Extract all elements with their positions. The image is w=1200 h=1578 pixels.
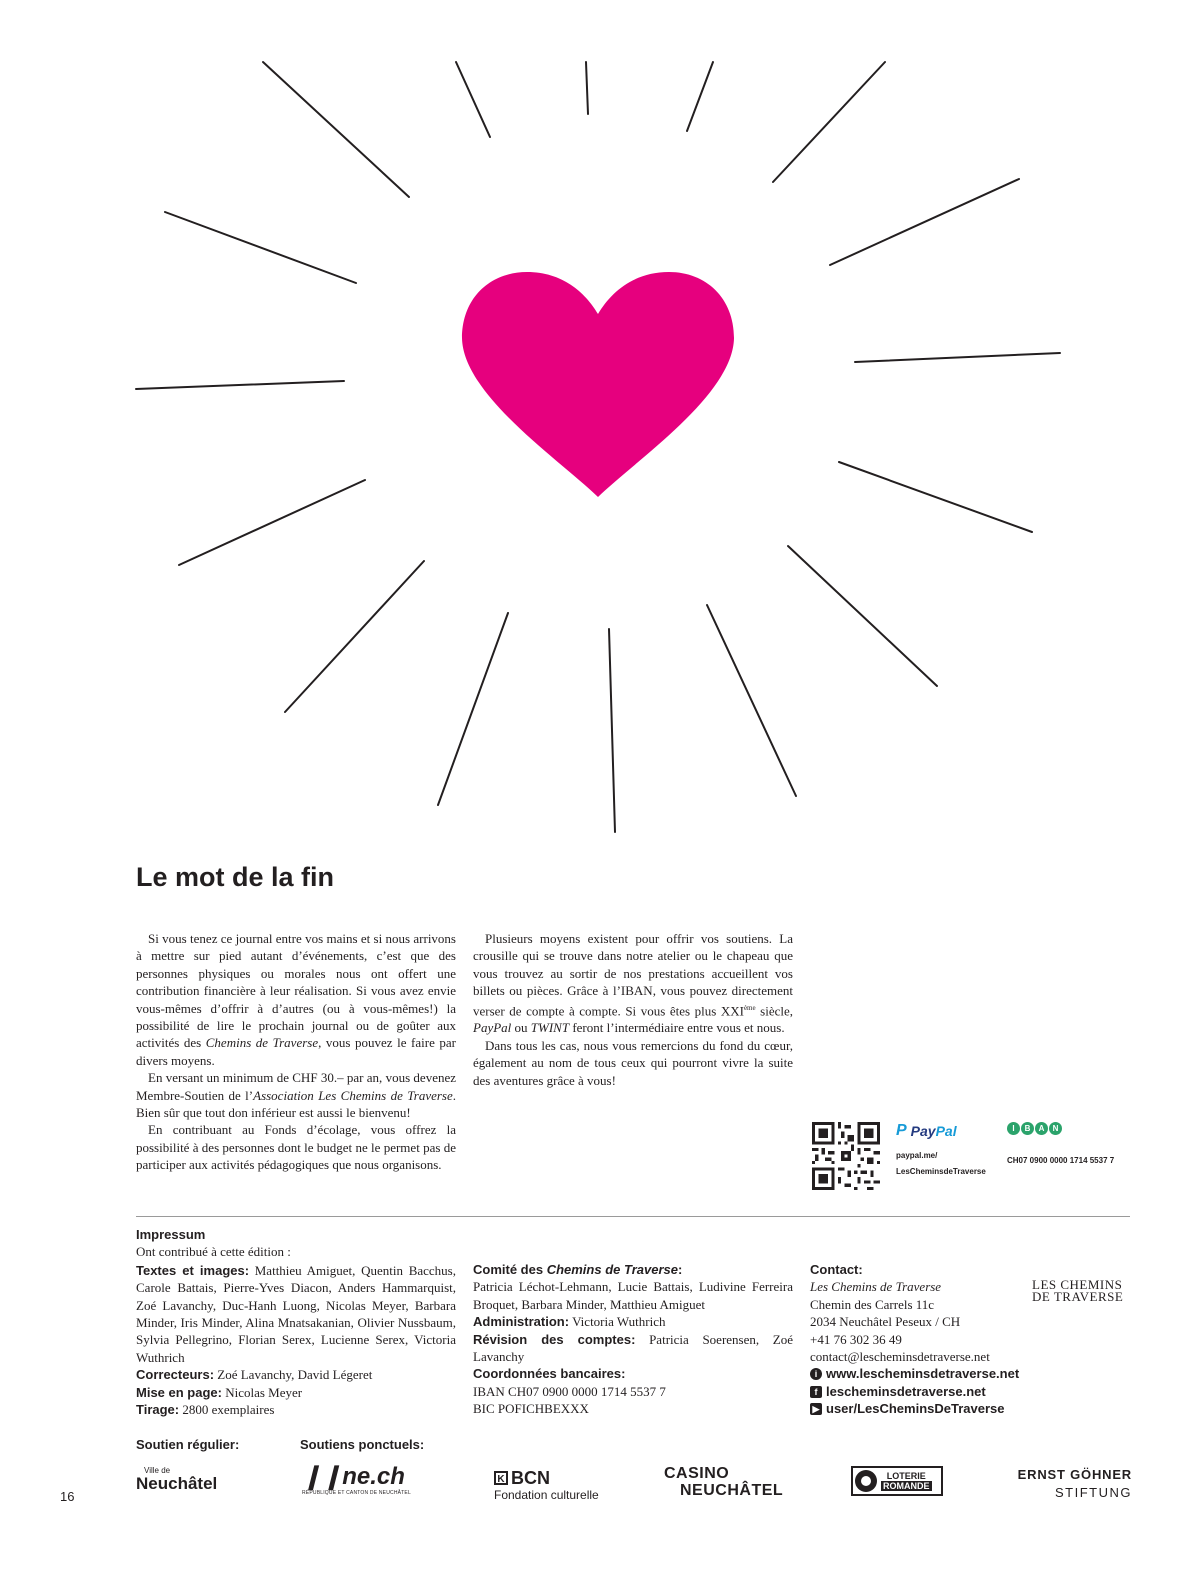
body-column-left [136, 930, 456, 1174]
bank-heading: Coordonnées bancaires: [473, 1366, 626, 1382]
committee [473, 1261, 793, 1418]
body-column-right [473, 930, 793, 1089]
credits-layout: Mise en page: Nicolas Meyer [136, 1384, 303, 1400]
committee-heading: Comité des Chemins de Traverse: [473, 1262, 683, 1277]
bcn-mark-icon: K [494, 1471, 508, 1485]
paragraph: Dans tous les cas, nous vous remercions du fond du cœur, également au nom de tous ceux qui pourront vivre la suite des aventures grâce à vous! [473, 1037, 793, 1088]
heart-icon [462, 272, 734, 497]
paragraph: Plusieurs moyens existent pour offrir vos soutiens. La crousille qui se trouve dans notre atelier ou le chapeau que vous trouvez au sortir de nos prestations accueillent vos billets ou pièces. Grâce à l’IBAN, vous pouvez directement verser de compte à compte. Si vous êtes plus XXIème siècle, PayPal ou TWINT feront l’intermédiaire entre vous et nous. [473, 931, 794, 1036]
ernst-gohner-logo: ERNST GÖHNER STIFTUNG [1017, 1467, 1132, 1500]
ray [438, 613, 508, 805]
paragraph: En versant un minimum de CHF 30.– par an, vous devenez Membre-Soutien de l’Association Les Chemins de Traverse. Bien sûr que tout don inférieur est aussi le bienvenu! [136, 1070, 456, 1121]
paragraph: Si vous tenez ce journal entre vos mains et si nous arrivons à mettre sur pied autant d’événements, c’est que des personnes physiques ou morales nous ont offert une contribution financière à leur réalisation. Si vous avez envie vous-mêmes d’offrir à d’autres (ou à vous-mêmes!) la possibilité de lire le prochain journal ou de goûter aux activités des Chemins de Traverse, vous pouvez le faire par divers moyens. [136, 931, 456, 1068]
credits-tirage: Tirage: 2800 exemplaires [136, 1402, 275, 1418]
divider [136, 1216, 1130, 1217]
contact-city: 2034 Neuchâtel Peseux / CH [810, 1314, 961, 1330]
ne-ch-mark-icon: ❙❙ [302, 1463, 343, 1490]
contact-phone[interactable]: +41 76 302 36 49 [810, 1331, 902, 1347]
ray [788, 546, 937, 686]
ray [839, 462, 1032, 532]
iban-number: CH07 0900 0000 1714 5537 7 [1007, 1156, 1115, 1165]
contact-name: Les Chemins de Traverse [810, 1279, 942, 1295]
youtube-icon: ▶ [810, 1403, 822, 1415]
ray [456, 62, 490, 137]
credits-texts: Textes et images: Matthieu Amiguet, Quentin Bacchus, Carole Battais, Pierre-Yves Diacon, Anders Hammarquist, Zoé Lavanchy, Duc-Hanh Luong, Nicolas Meyer, Barbara Minder, Iris Minder, Alina Mnatsakanian, Olivier Nussbaum, Sylvia Pellegrino, Florian Serex, Lucienne Serex, Victoria Wuthrich [136, 1262, 456, 1365]
paypal-block [896, 1122, 1006, 1180]
page-number: 16 [60, 1489, 75, 1504]
ray [855, 353, 1060, 362]
regular-support-label: Soutien régulier: [136, 1437, 240, 1452]
ray [586, 62, 588, 114]
iban-block [1007, 1122, 1147, 1169]
ray [263, 62, 409, 197]
committee-members: Patricia Léchot-Lehmann, Lucie Battais, Ludivine Ferreira Broquet, Barbara Minder, Matthieu Amiguet [473, 1279, 793, 1312]
impressum-intro: Ont contribué à cette édition : [136, 1244, 291, 1260]
contact-heading: Contact: [810, 1262, 863, 1277]
association-logo: LES CHEMINS DE TRAVERSE [1032, 1277, 1124, 1304]
facebook-icon: f [810, 1386, 822, 1398]
bank-iban: IBAN CH07 0900 0000 1714 5537 7 [473, 1383, 666, 1399]
occasional-support-label: Soutiens ponctuels: [300, 1437, 425, 1452]
info-icon: i [810, 1368, 822, 1380]
loterie-mark-icon [855, 1470, 877, 1492]
bcn-logo: K BCN Fondation culturelle [494, 1468, 599, 1502]
bank-bic: BIC POFICHBEXXX [473, 1401, 589, 1417]
contact-street: Chemin des Carrels 11c [810, 1296, 935, 1312]
ray [179, 480, 365, 565]
ray [136, 381, 344, 389]
account-audit: Révision des comptes: Patricia Soerensen, Zoé Lavanchy [473, 1331, 793, 1365]
paragraph: En contribuant au Fonds d’écolage, vous offrez la possibilité à des personnes dont le budget ne le permet pas de participer aux activités pédagogiques que nous organisons. [136, 1122, 456, 1173]
ray [707, 605, 796, 796]
iban-logo: I B A N [1007, 1122, 1147, 1135]
credits-correcteurs: Correcteurs: Zoé Lavanchy, David Légeret [136, 1367, 373, 1383]
casino-neuchatel-logo: CASINO NEUCHÂTEL [664, 1465, 784, 1499]
ray [830, 179, 1019, 265]
youtube-link[interactable]: ▶ user/LesCheminsDeTraverse [810, 1400, 1140, 1417]
impressum [136, 1226, 456, 1418]
paypal-link[interactable]: paypal.me/ LesCheminsdeTraverse [896, 1151, 986, 1176]
loterie-romande-logo: LOTERIE ROMANDE [851, 1466, 943, 1496]
ray [165, 212, 356, 283]
paypal-icon: P [896, 1122, 907, 1139]
paypal-logo: P PayPal [896, 1122, 957, 1139]
facebook-link[interactable]: f lescheminsdetraverse.net [810, 1383, 1140, 1400]
administration: Administration: Victoria Wuthrich [473, 1314, 666, 1330]
ne-ch-logo: ❙❙ne.ch RÉPUBLIQUE ET CANTON DE NEUCHÂTEL [302, 1463, 411, 1496]
qr-code-icon[interactable] [812, 1122, 880, 1190]
website-link[interactable]: i www.lescheminsdetraverse.net [810, 1365, 1140, 1382]
ray [687, 62, 713, 131]
ray [609, 629, 615, 832]
ray [285, 561, 424, 712]
page-title: Le mot de la fin [136, 862, 335, 892]
ray [773, 62, 885, 182]
impressum-heading: Impressum [136, 1227, 206, 1242]
ville-neuchatel-logo: Ville de Neuchâtel [136, 1466, 218, 1493]
contact-email[interactable]: contact@lescheminsdetraverse.net [810, 1349, 990, 1365]
